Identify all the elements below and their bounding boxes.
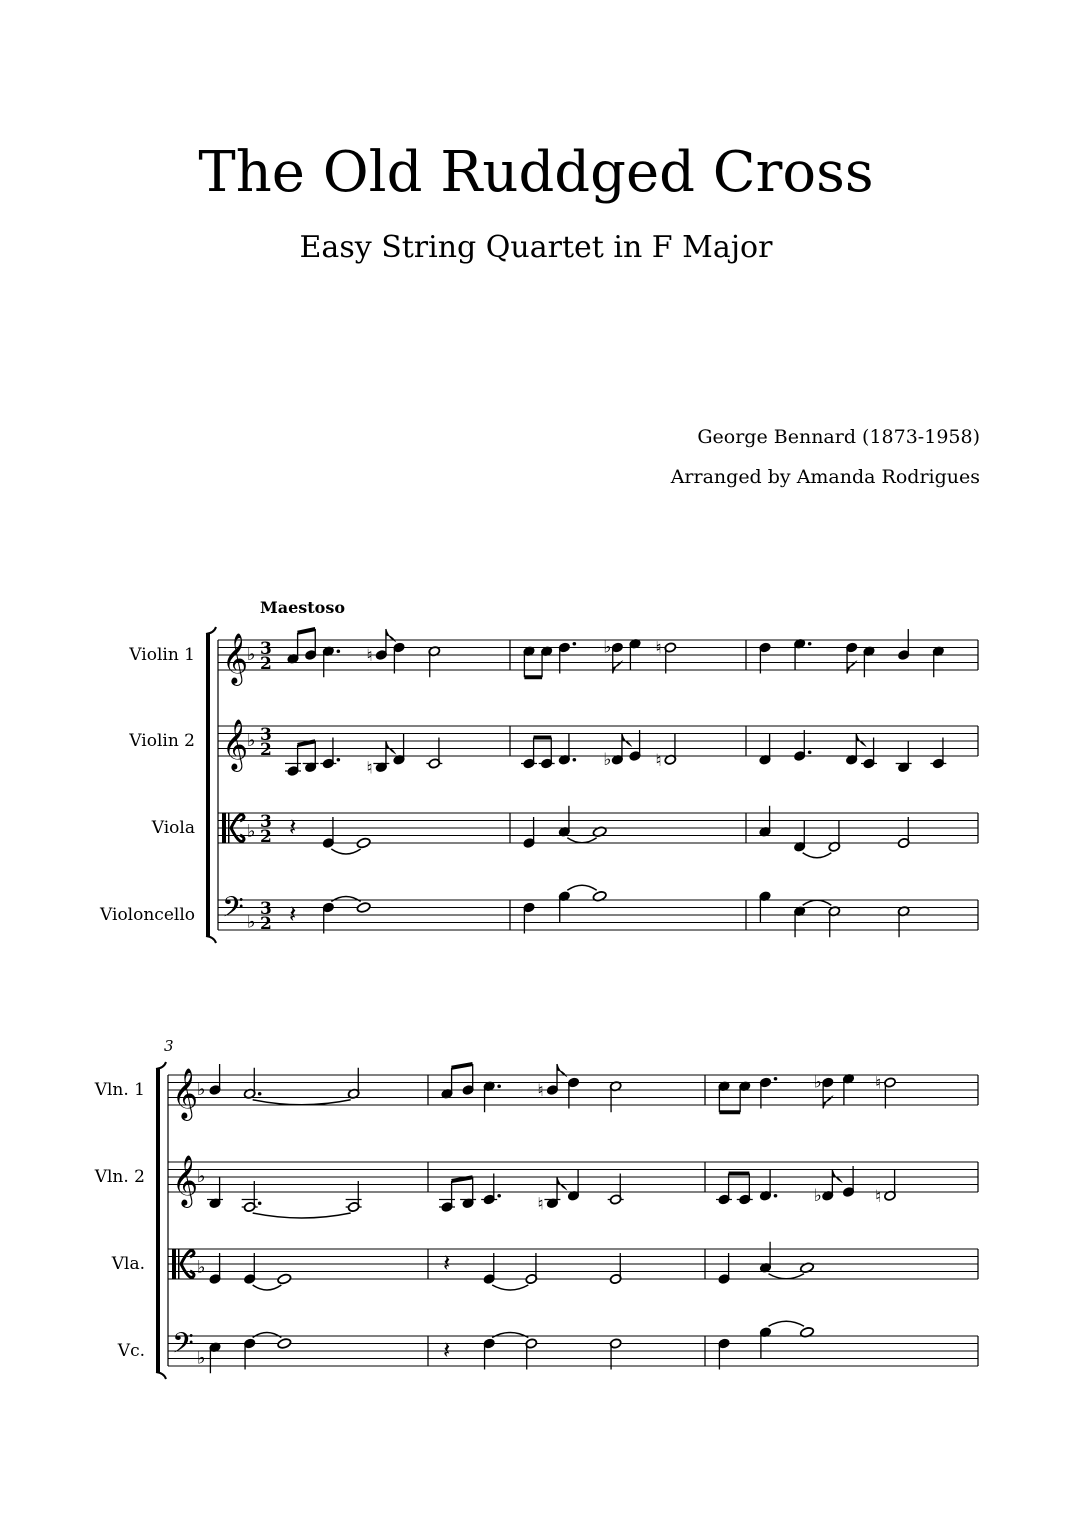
note	[930, 738, 946, 769]
time-signature-bottom: 2	[260, 827, 272, 847]
note	[629, 638, 641, 669]
note	[523, 646, 535, 677]
time-signature-top: 3	[260, 639, 272, 659]
dot	[497, 1194, 501, 1198]
note	[460, 1177, 476, 1208]
note	[483, 1253, 495, 1284]
notehead	[277, 1273, 292, 1285]
instrument-label: Viola	[151, 818, 195, 838]
note	[655, 734, 676, 771]
instrument-label: Vc.	[117, 1341, 145, 1361]
key-signature-flat-icon: ♭	[197, 1347, 206, 1369]
beam	[452, 1177, 473, 1181]
note	[525, 1338, 537, 1369]
natural-icon: ♮	[655, 750, 662, 771]
note	[393, 734, 405, 765]
note	[558, 806, 570, 837]
note	[277, 1273, 292, 1285]
note	[558, 642, 576, 674]
natural-icon: ♮	[875, 1186, 882, 1207]
note	[426, 738, 442, 769]
tie	[492, 1285, 528, 1290]
instrument-label: Violoncello	[100, 905, 195, 925]
note	[287, 633, 299, 664]
tie	[253, 1285, 282, 1290]
note	[718, 1253, 730, 1284]
note	[609, 1253, 621, 1284]
note	[897, 906, 909, 937]
time-signature-top: 3	[260, 899, 272, 919]
measure	[759, 730, 947, 773]
measure	[209, 1333, 292, 1374]
key-signature-flat-icon: ♭	[247, 644, 256, 665]
key-signature-flat-icon: ♭	[197, 1256, 206, 1278]
treble-clef-icon: 𝄞	[222, 633, 249, 684]
note	[863, 646, 875, 677]
note	[739, 1081, 751, 1112]
flat-icon: ♭	[603, 749, 612, 770]
flat-icon: ♭	[813, 1072, 822, 1093]
note	[567, 1170, 579, 1201]
beam	[298, 629, 316, 633]
note	[842, 1073, 854, 1104]
notehead	[356, 837, 371, 849]
note	[209, 1064, 221, 1095]
note	[896, 741, 912, 772]
measure	[443, 1249, 622, 1290]
note	[793, 638, 811, 669]
measure	[718, 1073, 896, 1113]
staff-violin-1	[128, 629, 978, 686]
quarter-rest	[289, 900, 296, 928]
note	[481, 1174, 501, 1205]
note	[842, 1166, 854, 1197]
note	[366, 741, 389, 778]
tie	[803, 900, 832, 905]
staff-vln-1	[94, 1064, 978, 1121]
flat-icon: ♭	[603, 637, 612, 658]
note	[737, 1174, 753, 1205]
instrument-label: Vla.	[111, 1254, 145, 1274]
instrument-label: Violin 2	[129, 731, 195, 751]
note	[814, 1170, 834, 1206]
measure	[207, 1177, 362, 1218]
note	[759, 734, 771, 765]
natural-icon: ♮	[366, 758, 373, 779]
score-title: The Old Ruddged Cross	[198, 140, 874, 205]
quarter-rest	[289, 813, 296, 841]
note	[523, 817, 535, 848]
note	[242, 1181, 262, 1212]
note	[897, 629, 909, 660]
note	[567, 1077, 579, 1108]
note	[759, 1077, 777, 1109]
note	[759, 1327, 771, 1358]
note	[558, 734, 576, 765]
instrument-label: Vln. 2	[94, 1167, 145, 1187]
tie	[253, 1333, 282, 1338]
note	[439, 1181, 455, 1212]
flag	[557, 1177, 566, 1189]
note	[483, 1338, 495, 1369]
measure	[209, 1064, 360, 1105]
measure	[718, 1321, 815, 1369]
flag	[856, 734, 865, 746]
quarter-rest-icon: 𝄽	[443, 1336, 451, 1364]
natural-icon: ♮	[366, 646, 373, 666]
note	[759, 1242, 771, 1273]
staff-vc-	[117, 1321, 978, 1373]
note	[540, 646, 552, 677]
bracket-bottom	[156, 1372, 166, 1379]
note	[441, 1068, 453, 1099]
note	[828, 906, 840, 937]
note	[322, 902, 334, 933]
composer-credit: George Bennard (1873-1958)	[697, 426, 980, 448]
note	[356, 837, 371, 849]
tie	[253, 1100, 351, 1105]
note	[759, 1170, 777, 1201]
quarter-rest	[443, 1249, 450, 1277]
tempo-marking: Maestoso	[260, 598, 346, 617]
note	[322, 646, 340, 677]
bass-clef-icon: 𝄢	[222, 891, 244, 931]
flag	[386, 629, 395, 641]
time-signature-top: 3	[260, 812, 272, 832]
beam	[298, 741, 316, 745]
dot	[337, 758, 341, 762]
note	[845, 734, 857, 765]
staff-vln-2	[94, 1155, 978, 1218]
dot	[573, 642, 577, 646]
tie	[769, 1274, 805, 1279]
dot	[808, 642, 812, 646]
note	[521, 738, 537, 769]
system-1	[99, 598, 978, 943]
treble-clef-icon: 𝄞	[172, 1155, 199, 1206]
note	[759, 806, 771, 837]
note	[393, 642, 405, 673]
note	[828, 821, 840, 852]
measure	[523, 638, 677, 678]
note	[483, 1081, 501, 1112]
dot	[774, 1077, 778, 1081]
tie	[331, 897, 360, 902]
natural-icon: ♮	[655, 638, 662, 659]
note	[609, 1081, 621, 1112]
note	[346, 1181, 362, 1212]
measure	[718, 1242, 815, 1285]
notehead	[356, 902, 371, 914]
note	[718, 1081, 730, 1112]
measure	[289, 813, 371, 854]
note	[875, 1074, 896, 1109]
arranger-credit: Arranged by Amanda Rodrigues	[670, 466, 980, 488]
note	[716, 1174, 732, 1205]
note	[793, 730, 811, 761]
measure	[523, 806, 607, 849]
quarter-rest-icon: 𝄽	[289, 900, 297, 928]
note	[718, 1338, 730, 1369]
note	[207, 1177, 223, 1208]
quarter-rest-icon: 𝄽	[289, 813, 297, 841]
tie	[492, 1333, 528, 1338]
key-signature-flat-icon: ♭	[247, 820, 256, 842]
treble-clef-icon: 𝄞	[222, 719, 249, 770]
note	[861, 738, 877, 769]
flag	[613, 662, 622, 674]
tie	[253, 1213, 351, 1218]
key-signature-flat-icon: ♭	[247, 911, 256, 933]
natural-icon: ♮	[875, 1073, 882, 1094]
note	[523, 902, 535, 933]
tie	[769, 1321, 805, 1326]
flag	[557, 1064, 566, 1076]
dot	[337, 649, 341, 653]
note	[539, 738, 555, 769]
note	[537, 1177, 560, 1214]
note	[793, 821, 805, 852]
flag	[832, 1170, 841, 1182]
note	[209, 1342, 221, 1373]
flag	[386, 741, 395, 753]
dot	[573, 758, 577, 762]
dot	[258, 1201, 262, 1205]
measure	[716, 1166, 896, 1207]
tie	[567, 885, 596, 890]
measure	[523, 885, 607, 933]
note	[875, 1170, 896, 1207]
note	[462, 1064, 474, 1095]
dot	[497, 1084, 501, 1088]
tie	[331, 849, 360, 854]
key-signature-flat-icon: ♭	[197, 1166, 206, 1187]
bracket-top	[206, 627, 216, 634]
time-signature-top: 3	[260, 725, 272, 745]
note	[243, 1338, 255, 1369]
note	[558, 891, 570, 922]
note	[303, 741, 319, 772]
tie	[567, 838, 596, 843]
staff-violin-2	[128, 719, 978, 778]
note	[322, 817, 334, 848]
note	[209, 1253, 221, 1284]
note	[608, 1174, 624, 1205]
note	[525, 1253, 537, 1284]
beam	[452, 1064, 473, 1068]
note	[655, 639, 676, 674]
note	[932, 646, 944, 677]
natural-icon: ♮	[537, 1194, 544, 1215]
note	[285, 745, 301, 776]
dot	[258, 1092, 262, 1096]
system-2	[94, 1037, 978, 1379]
bass-clef-icon: 𝄢	[172, 1327, 194, 1367]
staff-viola	[151, 806, 978, 858]
instrument-label: Vln. 1	[94, 1080, 145, 1100]
flag	[847, 662, 856, 674]
time-signature-bottom: 2	[260, 740, 272, 760]
note	[759, 642, 771, 673]
flag	[823, 1097, 832, 1109]
bracket-top	[156, 1062, 166, 1069]
quarter-rest-icon: 𝄽	[443, 1249, 451, 1277]
time-signature-bottom: 2	[260, 914, 272, 934]
note	[609, 1338, 621, 1369]
time-signature-bottom: 2	[260, 654, 272, 674]
tie	[803, 853, 832, 858]
note	[897, 817, 909, 848]
note	[347, 1068, 359, 1099]
note	[603, 734, 623, 770]
note	[759, 891, 771, 922]
quarter-rest	[443, 1336, 450, 1364]
score-subtitle: Easy String Quartet in F Major	[299, 230, 773, 265]
note	[277, 1338, 292, 1350]
treble-clef-icon: 𝄞	[172, 1068, 199, 1119]
bracket-bottom	[206, 936, 216, 943]
flag	[622, 734, 631, 746]
dot	[808, 750, 812, 754]
staff-violoncello	[99, 885, 978, 937]
measure	[759, 806, 910, 858]
key-signature-flat-icon: ♭	[247, 730, 256, 751]
staff-vla-	[111, 1242, 978, 1290]
note	[243, 1253, 255, 1284]
note	[793, 906, 805, 937]
instrument-label: Violin 1	[129, 645, 195, 665]
natural-icon: ♮	[537, 1081, 544, 1101]
note	[356, 902, 371, 914]
flat-icon: ♭	[813, 1185, 822, 1206]
note	[320, 738, 340, 769]
note	[243, 1068, 261, 1099]
note	[304, 629, 316, 660]
notehead	[277, 1338, 292, 1350]
measure-number: 3	[164, 1037, 174, 1055]
note	[428, 646, 440, 677]
key-signature-flat-icon: ♭	[197, 1079, 206, 1100]
measure	[521, 730, 677, 771]
dot	[774, 1194, 778, 1198]
